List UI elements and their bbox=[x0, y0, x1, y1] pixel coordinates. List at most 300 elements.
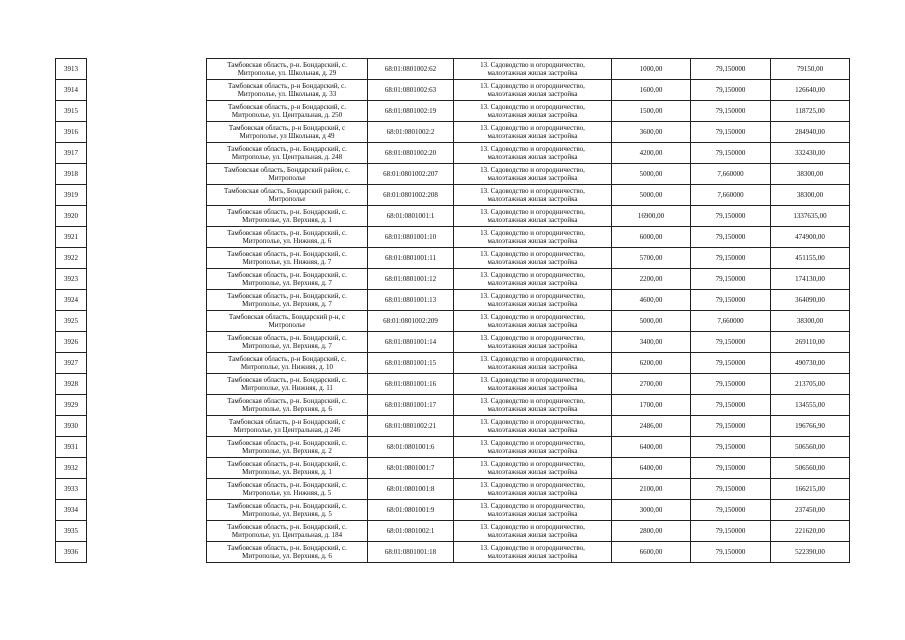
address-cell-text: Тамбовская область, р-н. Бондарский, с. bbox=[227, 397, 347, 405]
address-cell bbox=[207, 458, 368, 479]
land-use-cell-text: малоэтажная жилая застройка bbox=[487, 405, 578, 413]
address-cell-text: Митрополье, ул. Верхняя, д. 7 bbox=[242, 342, 332, 350]
address-cell-text: Митрополье, ул. Центральная, д. 184 bbox=[231, 531, 343, 539]
rate-cell-text: 79,150000 bbox=[715, 506, 746, 514]
row-number-cell bbox=[56, 353, 87, 374]
land-use-cell-text: 13. Садоводство и огородничество, bbox=[480, 460, 585, 468]
cadastral-value-cell bbox=[771, 437, 850, 458]
row-number-cell-text: 3919 bbox=[64, 191, 78, 199]
cadastral-value-cell bbox=[771, 122, 850, 143]
address-cell bbox=[207, 206, 368, 227]
row-number-cell bbox=[56, 311, 87, 332]
table-body bbox=[56, 59, 850, 563]
row-number-cell bbox=[56, 332, 87, 353]
cadastral-value-cell-text: 506560,00 bbox=[795, 443, 825, 451]
land-use-cell-text: малоэтажная жилая застройка bbox=[487, 69, 578, 77]
land-use-cell bbox=[454, 332, 612, 353]
rate-cell-text: 79,150000 bbox=[715, 359, 746, 367]
cadastral-number-cell bbox=[368, 437, 454, 458]
cadastral-value-cell-text: 221620,00 bbox=[795, 527, 825, 535]
area-cell-text: 6600,00 bbox=[639, 548, 663, 556]
cadastral-value-cell bbox=[771, 248, 850, 269]
cadastral-number-cell-text: 68:01:0801001:8 bbox=[386, 485, 435, 493]
land-use-cell-text: 13. Садоводство и огородничество, bbox=[480, 82, 585, 90]
cadastral-number-cell bbox=[368, 164, 454, 185]
land-use-cell bbox=[454, 227, 612, 248]
land-use-cell-text: малоэтажная жилая застройка bbox=[487, 300, 578, 308]
rate-cell-text: 7,660000 bbox=[717, 317, 744, 325]
address-cell bbox=[207, 290, 368, 311]
table-row bbox=[56, 122, 850, 143]
gap-cell bbox=[87, 206, 207, 227]
rate-cell bbox=[691, 416, 771, 437]
area-cell bbox=[612, 143, 691, 164]
land-use-cell-text: 13. Садоводство и огородничество, bbox=[480, 355, 585, 363]
area-cell-text: 1000,00 bbox=[639, 65, 663, 73]
address-cell-text: Тамбовская область, р-н Бондарский, с. bbox=[228, 355, 346, 363]
land-use-cell bbox=[454, 353, 612, 374]
row-number-cell-text: 3913 bbox=[64, 65, 78, 73]
area-cell-text: 3400,00 bbox=[639, 338, 663, 346]
rate-cell bbox=[691, 353, 771, 374]
area-cell bbox=[612, 374, 691, 395]
cadastral-value-cell bbox=[771, 269, 850, 290]
gap-cell bbox=[87, 500, 207, 521]
cadastral-value-cell bbox=[771, 206, 850, 227]
cadastral-number-cell bbox=[368, 143, 454, 164]
row-number-cell-text: 3916 bbox=[64, 128, 78, 136]
cadastral-value-cell-text: 522390,00 bbox=[795, 548, 825, 556]
area-cell-text: 2700,00 bbox=[639, 380, 663, 388]
land-use-cell-text: 13. Садоводство и огородничество, bbox=[480, 439, 585, 447]
address-cell-text: Митрополье, ул. Школьная, д. 33 bbox=[237, 90, 337, 98]
cadastral-number-cell-text: 68:01:0801001:16 bbox=[384, 380, 437, 388]
table-row bbox=[56, 143, 850, 164]
table-row bbox=[56, 311, 850, 332]
rate-cell bbox=[691, 374, 771, 395]
cadastral-number-cell bbox=[368, 101, 454, 122]
land-use-cell-text: 13. Садоводство и огородничество, bbox=[480, 292, 585, 300]
gap-cell bbox=[87, 521, 207, 542]
row-number-cell-text: 3923 bbox=[64, 275, 78, 283]
cadastral-value-cell-text: 174130,00 bbox=[795, 275, 825, 283]
cadastral-value-cell bbox=[771, 416, 850, 437]
area-cell bbox=[612, 500, 691, 521]
gap-cell bbox=[87, 248, 207, 269]
cadastral-value-cell-text: 38300,00 bbox=[796, 317, 824, 325]
address-cell-text: Митрополье bbox=[268, 174, 306, 182]
land-use-cell-text: малоэтажная жилая застройка bbox=[487, 510, 578, 518]
land-use-cell bbox=[454, 437, 612, 458]
cadastral-value-cell-text: 166215,00 bbox=[795, 485, 825, 493]
cadastral-value-cell-text: 1337635,00 bbox=[793, 212, 827, 220]
gap-cell bbox=[87, 353, 207, 374]
cadastral-value-cell bbox=[771, 374, 850, 395]
rate-cell bbox=[691, 269, 771, 290]
land-use-cell-text: 13. Садоводство и огородничество, bbox=[480, 229, 585, 237]
cadastral-value-cell-text: 196766,90 bbox=[795, 422, 825, 430]
cadastral-number-cell bbox=[368, 269, 454, 290]
table-row bbox=[56, 332, 850, 353]
cadastral-number-cell bbox=[368, 80, 454, 101]
land-use-cell bbox=[454, 143, 612, 164]
gap-cell bbox=[87, 290, 207, 311]
area-cell bbox=[612, 542, 691, 563]
cadastral-number-cell bbox=[368, 227, 454, 248]
table-row bbox=[56, 185, 850, 206]
cadastral-number-cell-text: 68:01:0801002:63 bbox=[384, 86, 437, 94]
land-use-cell bbox=[454, 185, 612, 206]
cadastral-number-cell bbox=[368, 206, 454, 227]
row-number-cell-text: 3926 bbox=[64, 338, 78, 346]
table-row bbox=[56, 101, 850, 122]
cadastral-number-cell-text: 68:01:0801002:207 bbox=[383, 170, 438, 178]
land-use-cell bbox=[454, 80, 612, 101]
area-cell bbox=[612, 332, 691, 353]
table-row bbox=[56, 479, 850, 500]
row-number-cell-text: 3921 bbox=[64, 233, 78, 241]
row-number-cell-text: 3932 bbox=[64, 464, 78, 472]
cadastral-number-cell bbox=[368, 395, 454, 416]
area-cell-text: 5000,00 bbox=[639, 191, 663, 199]
address-cell-text: Митрополье, ул. Центральная, д. 250 bbox=[231, 111, 343, 119]
address-cell bbox=[207, 143, 368, 164]
area-cell-text: 6200,00 bbox=[639, 359, 663, 367]
cadastral-number-cell bbox=[368, 311, 454, 332]
area-cell-text: 2100,00 bbox=[639, 485, 663, 493]
land-use-cell bbox=[454, 374, 612, 395]
cadastral-number-cell-text: 68:01:0801002:19 bbox=[384, 107, 437, 115]
address-cell-text: Тамбовская область, р-н. Бондарский, с. bbox=[227, 439, 347, 447]
rate-cell-text: 7,660000 bbox=[717, 170, 744, 178]
cadastral-number-cell bbox=[368, 332, 454, 353]
cadastral-number-cell bbox=[368, 185, 454, 206]
cadastral-number-cell-text: 68:01:0801001:7 bbox=[386, 464, 435, 472]
address-cell-text: Тамбовская область, р-н. Бондарский, с. bbox=[227, 61, 347, 69]
table-row bbox=[56, 395, 850, 416]
address-cell bbox=[207, 542, 368, 563]
address-cell-text: Тамбовская область, р-н. Бондарский, с. bbox=[227, 145, 347, 153]
address-cell bbox=[207, 416, 368, 437]
rate-cell bbox=[691, 500, 771, 521]
land-use-cell-text: малоэтажная жилая застройка bbox=[487, 489, 578, 497]
gap-cell bbox=[87, 479, 207, 500]
land-use-cell bbox=[454, 500, 612, 521]
gap-cell bbox=[87, 395, 207, 416]
row-number-cell bbox=[56, 185, 87, 206]
rate-cell bbox=[691, 332, 771, 353]
address-cell bbox=[207, 479, 368, 500]
rate-cell bbox=[691, 59, 771, 80]
cadastral-value-cell bbox=[771, 101, 850, 122]
address-cell-text: Тамбовская область, р-н. Бондарский, с. bbox=[227, 271, 347, 279]
gap-cell bbox=[87, 101, 207, 122]
area-cell bbox=[612, 395, 691, 416]
address-cell bbox=[207, 311, 368, 332]
address-cell-text: Тамбовская область, р-н. Бондарский, с. bbox=[227, 229, 347, 237]
land-use-cell-text: 13. Садоводство и огородничество, bbox=[480, 502, 585, 510]
land-use-cell-text: 13. Садоводство и огородничество, bbox=[480, 271, 585, 279]
address-cell-text: Тамбовская область, р-н Бондарский, с bbox=[228, 124, 346, 132]
address-cell-text: Митрополье, ул. Верхняя, д. 2 bbox=[242, 447, 332, 455]
land-use-cell-text: малоэтажная жилая застройка bbox=[487, 447, 578, 455]
address-cell-text: Митрополье bbox=[268, 195, 306, 203]
address-cell-text: Тамбовская область, Бондарский район, с. bbox=[224, 187, 350, 195]
area-cell bbox=[612, 227, 691, 248]
table-row bbox=[56, 59, 850, 80]
cadastral-value-cell-text: 126640,00 bbox=[795, 86, 825, 94]
area-cell bbox=[612, 416, 691, 437]
table-row bbox=[56, 353, 850, 374]
table-row bbox=[56, 206, 850, 227]
gap-cell bbox=[87, 332, 207, 353]
row-number-cell bbox=[56, 500, 87, 521]
address-cell bbox=[207, 101, 368, 122]
cadastral-value-cell bbox=[771, 311, 850, 332]
cadastral-value-cell-text: 474900,00 bbox=[795, 233, 825, 241]
address-cell bbox=[207, 59, 368, 80]
address-cell bbox=[207, 353, 368, 374]
land-use-cell-text: 13. Садоводство и огородничество, bbox=[480, 313, 585, 321]
cadastral-number-cell bbox=[368, 479, 454, 500]
area-cell bbox=[612, 479, 691, 500]
land-use-cell-text: 13. Садоводство и огородничество, bbox=[480, 481, 585, 489]
land-use-cell-text: малоэтажная жилая застройка bbox=[487, 132, 578, 140]
row-number-cell-text: 3933 bbox=[64, 485, 78, 493]
address-cell-text: Тамбовская область, р-н. Бондарский, с. bbox=[227, 334, 347, 342]
address-cell-text: Митрополье, ул. Верхняя, д. 5 bbox=[242, 510, 332, 518]
cadastral-value-cell-text: 118725,00 bbox=[795, 107, 825, 115]
cadastral-number-cell-text: 68:01:0801002:209 bbox=[383, 317, 438, 325]
address-cell bbox=[207, 80, 368, 101]
cadastral-value-cell bbox=[771, 500, 850, 521]
cadastral-number-cell-text: 68:01:0801002:2 bbox=[386, 128, 435, 136]
row-number-cell bbox=[56, 227, 87, 248]
address-cell-text: Митрополье, ул. Верхняя, д. 1 bbox=[242, 216, 332, 224]
gap-cell bbox=[87, 311, 207, 332]
cadastral-number-cell bbox=[368, 59, 454, 80]
cadastral-number-cell bbox=[368, 374, 454, 395]
cadastral-value-cell-text: 38300,00 bbox=[796, 191, 824, 199]
gap-cell bbox=[87, 122, 207, 143]
row-number-cell bbox=[56, 416, 87, 437]
rate-cell-text: 79,150000 bbox=[715, 527, 746, 535]
row-number-cell bbox=[56, 206, 87, 227]
cadastral-value-cell bbox=[771, 542, 850, 563]
gap-cell bbox=[87, 143, 207, 164]
land-use-cell-text: 13. Садоводство и огородничество, bbox=[480, 250, 585, 258]
address-cell bbox=[207, 122, 368, 143]
row-number-cell bbox=[56, 101, 87, 122]
area-cell-text: 1700,00 bbox=[639, 401, 663, 409]
address-cell-text: Тамбовская область, р-н. Бондарский, с. bbox=[227, 208, 347, 216]
address-cell-text: Митрополье, ул. Центральная, д. 248 bbox=[231, 153, 343, 161]
table-row bbox=[56, 416, 850, 437]
table-row bbox=[56, 374, 850, 395]
cadastral-number-cell-text: 68:01:0801001:11 bbox=[384, 254, 437, 262]
cadastral-value-cell-text: 134555,00 bbox=[795, 401, 825, 409]
cadastral-value-cell bbox=[771, 143, 850, 164]
address-cell-text: Тамбовская область, Бондарский район, с. bbox=[224, 166, 350, 174]
table-row bbox=[56, 500, 850, 521]
area-cell-text: 4600,00 bbox=[639, 296, 663, 304]
rate-cell-text: 79,150000 bbox=[715, 464, 746, 472]
cadastral-number-cell-text: 68:01:0801002:1 bbox=[386, 527, 435, 535]
table-row bbox=[56, 290, 850, 311]
row-number-cell bbox=[56, 521, 87, 542]
cadastral-number-cell-text: 68:01:0801001:17 bbox=[384, 401, 437, 409]
land-use-cell-text: 13. Садоводство и огородничество, bbox=[480, 334, 585, 342]
address-cell-text: Тамбовская область, р-н. Бондарский, с. bbox=[227, 544, 347, 552]
cadastral-value-cell-text: 269110,00 bbox=[795, 338, 825, 346]
land-use-cell-text: малоэтажная жилая застройка bbox=[487, 111, 578, 119]
address-cell-text: Митрополье, ул. Школьная, д. 29 bbox=[237, 69, 337, 77]
land-use-cell bbox=[454, 101, 612, 122]
rate-cell-text: 79,150000 bbox=[715, 128, 746, 136]
rate-cell bbox=[691, 248, 771, 269]
address-cell bbox=[207, 164, 368, 185]
rate-cell-text: 79,150000 bbox=[715, 65, 746, 73]
rate-cell bbox=[691, 206, 771, 227]
area-cell bbox=[612, 185, 691, 206]
cadastral-number-cell bbox=[368, 122, 454, 143]
address-cell-text: Тамбовская область, р-н. Бондарский, с. bbox=[227, 481, 347, 489]
row-number-cell-text: 3918 bbox=[64, 170, 78, 178]
row-number-cell-text: 3917 bbox=[64, 149, 78, 157]
row-number-cell-text: 3915 bbox=[64, 107, 78, 115]
cadastral-value-cell bbox=[771, 227, 850, 248]
row-number-cell bbox=[56, 143, 87, 164]
area-cell-text: 2800,00 bbox=[639, 527, 663, 535]
rate-cell bbox=[691, 395, 771, 416]
land-use-cell bbox=[454, 164, 612, 185]
rate-cell-text: 79,150000 bbox=[715, 212, 746, 220]
cadastral-value-cell bbox=[771, 185, 850, 206]
cadastral-value-cell-text: 284940,00 bbox=[795, 128, 825, 136]
address-cell-text: Тамбовская область, р-н. Бондарский, с. bbox=[227, 460, 347, 468]
rate-cell bbox=[691, 227, 771, 248]
row-number-cell bbox=[56, 80, 87, 101]
area-cell-text: 1600,00 bbox=[639, 86, 663, 94]
address-cell-text: Митрополье, ул. Нижняя, д. 11 bbox=[241, 384, 333, 392]
land-use-cell bbox=[454, 290, 612, 311]
rate-cell-text: 79,150000 bbox=[715, 296, 746, 304]
cadastral-value-cell bbox=[771, 521, 850, 542]
address-cell-text: Тамбовская область, р-н. Бондарский, с. bbox=[227, 502, 347, 510]
address-cell-text: Тамбовская область, р-н. Бондарский, с. bbox=[227, 523, 347, 531]
area-cell-text: 4200,00 bbox=[639, 149, 663, 157]
row-number-cell bbox=[56, 59, 87, 80]
land-use-cell-text: 13. Садоводство и огородничество, bbox=[480, 376, 585, 384]
area-cell-text: 6000,00 bbox=[639, 233, 663, 241]
cadastral-number-cell bbox=[368, 500, 454, 521]
land-use-cell bbox=[454, 122, 612, 143]
rate-cell-text: 79,150000 bbox=[715, 548, 746, 556]
address-cell-text: Митрополье, ул Школьная, д 49 bbox=[239, 132, 335, 140]
cadastral-value-cell bbox=[771, 332, 850, 353]
area-cell bbox=[612, 290, 691, 311]
table-row bbox=[56, 269, 850, 290]
land-use-cell-text: малоэтажная жилая застройка bbox=[487, 279, 578, 287]
address-cell-text: Тамбовская область, Бондарский р-н, с bbox=[228, 313, 346, 321]
cadastral-value-cell bbox=[771, 59, 850, 80]
area-cell-text: 5000,00 bbox=[639, 317, 663, 325]
cadastral-number-cell-text: 68:01:0801001:18 bbox=[384, 548, 437, 556]
rate-cell-text: 79,150000 bbox=[715, 338, 746, 346]
table-row bbox=[56, 164, 850, 185]
land-register-table bbox=[55, 58, 850, 563]
land-use-cell-text: малоэтажная жилая застройка bbox=[487, 468, 578, 476]
row-number-cell bbox=[56, 248, 87, 269]
table-row bbox=[56, 227, 850, 248]
gap-cell bbox=[87, 437, 207, 458]
rate-cell bbox=[691, 458, 771, 479]
row-number-cell bbox=[56, 479, 87, 500]
land-use-cell-text: 13. Садоводство и огородничество, bbox=[480, 61, 585, 69]
cadastral-number-cell-text: 68:01:0801002:20 bbox=[384, 149, 437, 157]
gap-cell bbox=[87, 542, 207, 563]
address-cell-text: Тамбовская область, р-н Бондарский, с bbox=[228, 418, 346, 426]
gap-cell bbox=[87, 227, 207, 248]
rate-cell-text: 79,150000 bbox=[715, 149, 746, 157]
cadastral-number-cell-text: 68:01:0801001:10 bbox=[384, 233, 437, 241]
rate-cell bbox=[691, 542, 771, 563]
land-use-cell-text: малоэтажная жилая застройка bbox=[487, 384, 578, 392]
land-use-cell-text: малоэтажная жилая застройка bbox=[487, 237, 578, 245]
land-use-cell-text: малоэтажная жилая застройка bbox=[487, 342, 578, 350]
address-cell-text: Митрополье, ул. Верхняя, д. 7 bbox=[242, 300, 332, 308]
row-number-cell bbox=[56, 122, 87, 143]
address-cell bbox=[207, 374, 368, 395]
rate-cell bbox=[691, 479, 771, 500]
rate-cell bbox=[691, 80, 771, 101]
land-use-cell-text: малоэтажная жилая застройка bbox=[487, 321, 578, 329]
land-use-cell-text: малоэтажная жилая застройка bbox=[487, 153, 578, 161]
rate-cell-text: 79,150000 bbox=[715, 254, 746, 262]
gap-cell bbox=[87, 374, 207, 395]
rate-cell-text: 79,150000 bbox=[715, 422, 746, 430]
rate-cell-text: 79,150000 bbox=[715, 443, 746, 451]
table-row bbox=[56, 542, 850, 563]
cadastral-value-cell-text: 451155,00 bbox=[795, 254, 825, 262]
row-number-cell-text: 3931 bbox=[64, 443, 78, 451]
table-row bbox=[56, 248, 850, 269]
area-cell bbox=[612, 59, 691, 80]
rate-cell-text: 79,150000 bbox=[715, 275, 746, 283]
land-use-cell-text: малоэтажная жилая застройка bbox=[487, 195, 578, 203]
row-number-cell-text: 3927 bbox=[64, 359, 78, 367]
address-cell-text: Тамбовская область, р-н Бондарский, с. bbox=[228, 82, 346, 90]
gap-cell bbox=[87, 458, 207, 479]
address-cell-text: Митрополье, ул. Нижняя, д. 6 bbox=[242, 237, 332, 245]
land-use-cell-text: малоэтажная жилая застройка bbox=[487, 216, 578, 224]
rate-cell bbox=[691, 437, 771, 458]
land-use-cell-text: 13. Садоводство и огородничество, bbox=[480, 397, 585, 405]
cadastral-number-cell-text: 68:01:0801001:14 bbox=[384, 338, 437, 346]
cadastral-number-cell-text: 68:01:0801002:21 bbox=[384, 422, 437, 430]
row-number-cell bbox=[56, 458, 87, 479]
cadastral-value-cell-text: 38300,00 bbox=[796, 170, 824, 178]
row-number-cell bbox=[56, 437, 87, 458]
row-number-cell bbox=[56, 164, 87, 185]
cadastral-number-cell bbox=[368, 290, 454, 311]
area-cell-text: 6400,00 bbox=[639, 464, 663, 472]
address-cell bbox=[207, 500, 368, 521]
cadastral-value-cell-text: 213705,00 bbox=[795, 380, 825, 388]
cadastral-number-cell-text: 68:01:0801001:9 bbox=[386, 506, 435, 514]
address-cell-text: Митрополье, ул. Нижняя, д. 10 bbox=[240, 363, 334, 371]
land-use-cell bbox=[454, 269, 612, 290]
